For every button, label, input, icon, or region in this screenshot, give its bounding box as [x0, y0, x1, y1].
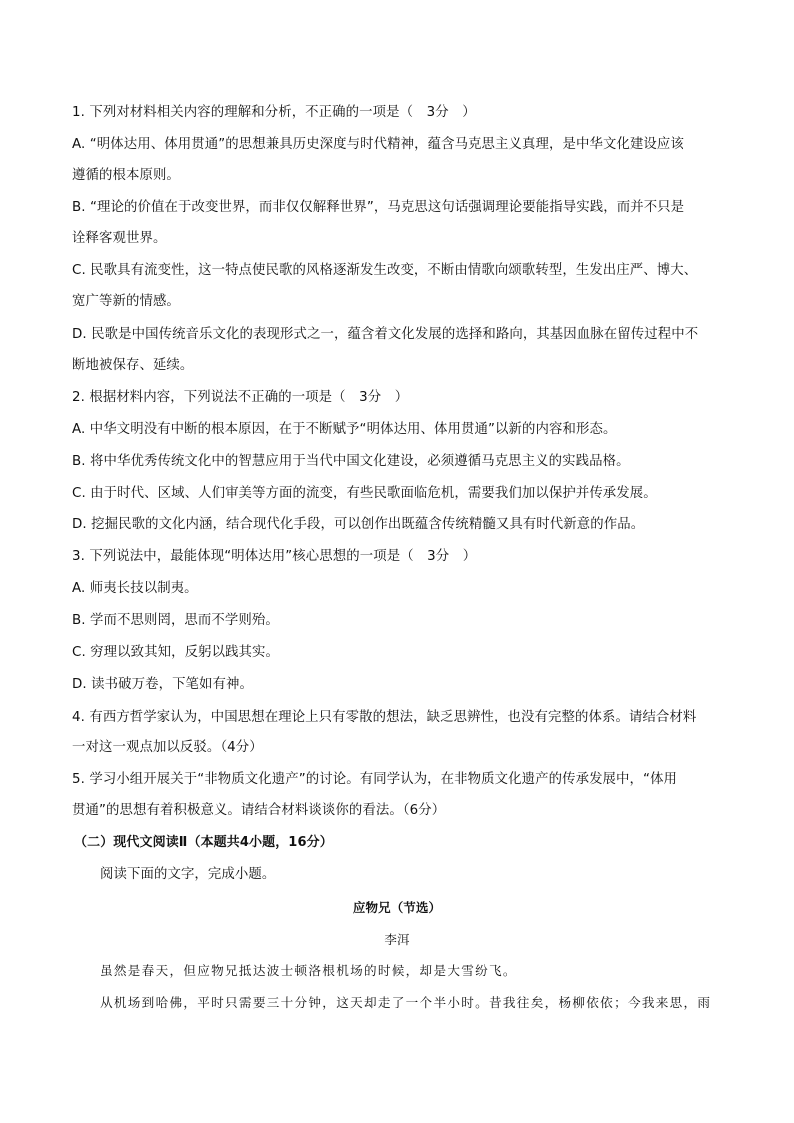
passage-paragraph-2: 从机场到哈佛，平时只需要三十分钟，这天却走了一个半小时。昔我往矣，杨柳依依；今我来思，雨: [100, 995, 712, 1010]
q3-option-c: C. 穷理以致其知，反躬以践其实。: [72, 645, 280, 660]
q2-option-d: D. 挖掘民歌的文化内涵，结合现代化手段，可以创作出既蕴含传统精髓又具有时代新意的作品。: [72, 517, 645, 532]
q2-option-c: C. 由于时代、区域、人们审美等方面的流变，有些民歌面临危机，需要我们加以保护并传承发展。: [72, 486, 657, 501]
q2-option-a: A. 中华文明没有中断的根本原因，在于不断赋予“明体达用、体用贯通”以新的内容和形态。: [72, 422, 617, 437]
q5-text: 5. 学习小组开展关于“非物质文化遗产”的讨论。有同学认为，在非物质文化遗产的传承发展中，“体用: [72, 772, 678, 787]
passage-paragraph-1: 虽然是春天，但应物兄抵达波士顿洛根机场的时候，却是大雪纷飞。: [100, 963, 517, 978]
q3-option-a: A. 师夷长技以制夷。: [72, 581, 198, 596]
section-heading: （二）现代文阅读Ⅱ（本题共4小题，16分）: [74, 835, 333, 850]
q5-text-cont: 贯通”的思想有着积极意义。请结合材料谈谈你的看法。（6分）: [72, 803, 446, 818]
q3-option-d: D. 读书破万卷，下笔如有神。: [72, 677, 254, 692]
q1-stem: 1. 下列对材料相关内容的理解和分析，不正确的一项是（ 3分 ）: [72, 105, 476, 120]
q1-option-c-cont: 宽广等新的情感。: [72, 294, 180, 309]
reading-instruction: 阅读下面的文字，完成小题。: [100, 867, 276, 882]
q2-stem: 2. 根据材料内容，下列说法不正确的一项是（ 3分 ）: [72, 390, 409, 405]
passage-author: 李洱: [384, 932, 410, 947]
q1-option-d: D. 民歌是中国传统音乐文化的表现形式之一，蕴含着文化发展的选择和路向，其基因血脉在留传过程中不: [72, 327, 699, 342]
q1-option-c: C. 民歌具有流变性，这一特点使民歌的风格逐渐发生改变，不断由情歌向颂歌转型，生发出庄严、博大、: [72, 263, 698, 278]
q4-text: 4. 有西方哲学家认为，中国思想在理论上只有零散的想法，缺乏思辨性，也没有完整的体系。请结合材料: [72, 710, 697, 725]
q1-option-b-cont: 诠释客观世界。: [72, 231, 167, 246]
q4-text-cont: 一对这一观点加以反驳。（4分）: [72, 740, 263, 755]
q1-option-a-cont: 遵循的根本原则。: [72, 168, 180, 183]
q3-stem: 3. 下列说法中，最能体现“明体达用”核心思想的一项是（ 3分 ）: [72, 549, 477, 564]
q1-option-b: B. “理论的价值在于改变世界，而非仅仅解释世界”，马克思这句话强调理论要能指导实践，而并不只是: [72, 200, 685, 215]
q1-option-a: A. “明体达用、体用贯通”的思想兼具历史深度与时代精神，蕴含马克思主义真理，是中华文化建设应该: [72, 137, 684, 152]
q3-option-b: B. 学而不思则罔，思而不学则殆。: [72, 613, 279, 628]
passage-title: 应物兄（节选）: [352, 900, 442, 915]
q1-option-d-cont: 断地被保存、延续。: [72, 358, 194, 373]
q2-option-b: B. 将中华优秀传统文化中的智慧应用于当代中国文化建设，必须遵循马克思主义的实践品格。: [72, 454, 630, 469]
